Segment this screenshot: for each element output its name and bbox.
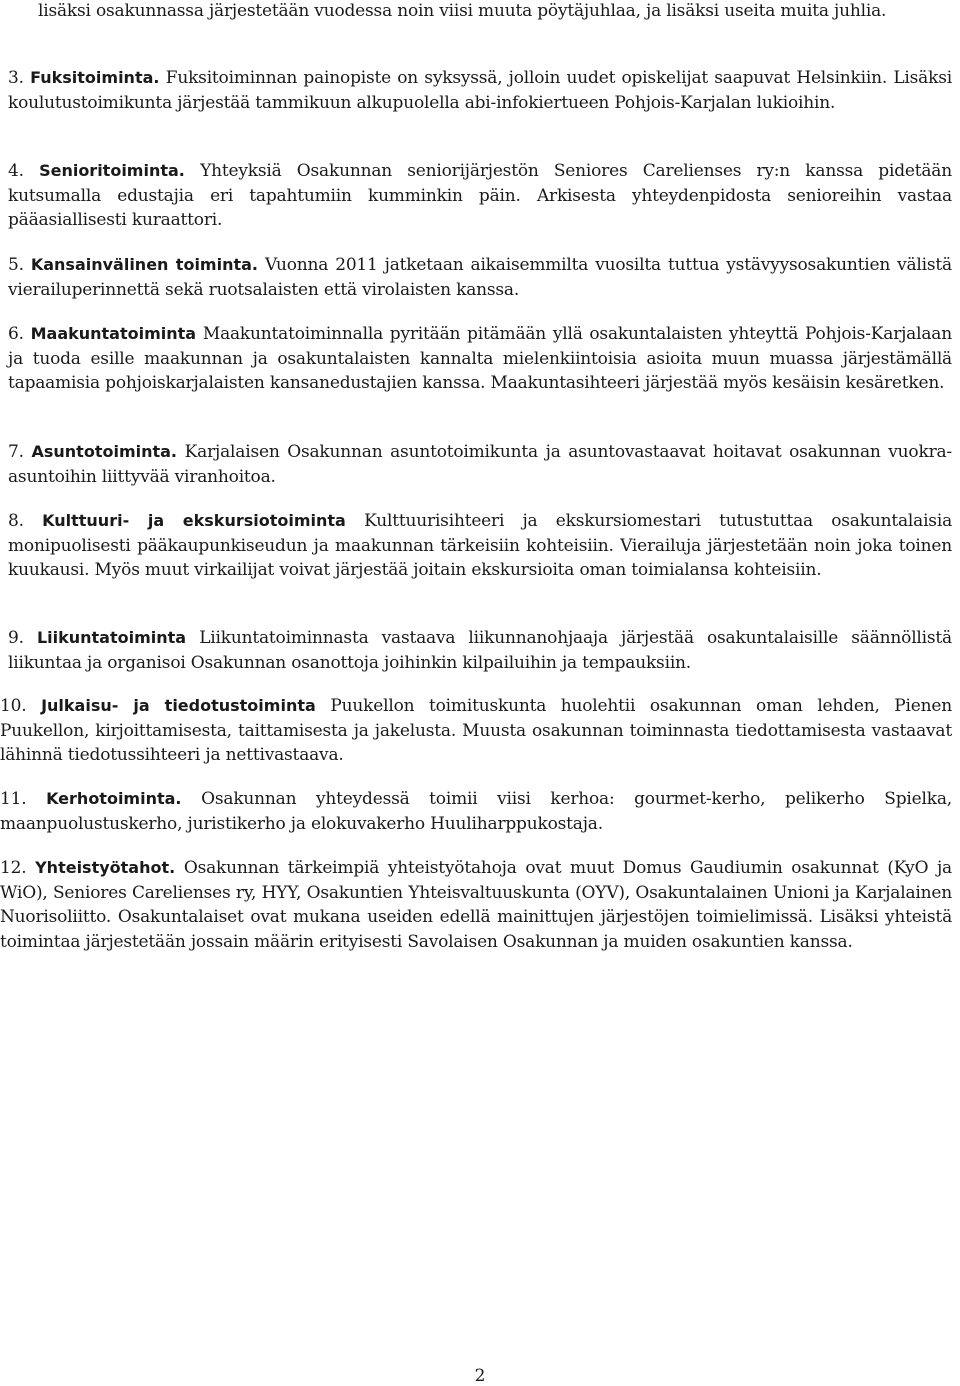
list-item-heading: Kansainvälinen toiminta.: [30, 255, 258, 274]
list-item-heading: Yhteistyötahot.: [35, 858, 176, 877]
list-item-number: 7.: [8, 442, 24, 462]
list-item-text: Kulttuurisihteeri ja ekskursiomestari tutustuttaa osakuntalaisia monipuolisesti pääkaupunkiseudun ja maakunnan tärkeisiin kohteisiin. Vierailuja järjestetään noin joka toinen kuukausi. Myös muut virkailijat voivat järjestää joitain ekskursioita oman toimialansa kohteisiin.: [8, 511, 953, 581]
list-item-number: 10.: [0, 696, 27, 716]
list-item-text: Puukellon toimituskunta huolehtii osakunnan oman lehden, Pienen Puukellon, kirjoittamisesta, taittamisesta ja jakelusta. Muusta osakunnan toiminnasta tiedottamisesta vastaavat lähinnä tiedotussihteeri ja nettivastaava.: [0, 696, 952, 766]
list-item-body: [0, 856, 952, 954]
list-item-text: Yhteyksiä Osakunnan seniorijärjestön Seniores Carelienses ry:n kanssa pidetään kutsumalla edustajia eri tapahtumiin kumminkin päin. Arkisesta yhteydenpidosta senioreihin vastaa pääasiallisesti kuraattori.: [8, 161, 952, 231]
intro-paragraph: [38, 0, 952, 24]
list-item-text: Osakunnan tärkeimpiä yhteistyötahoja ovat muut Domus Gaudiumin osakunnat (KyO ja WiO), Seniores Carelienses ry, HYY, Osakuntien Yhteisvaltuuskunta (OYV), Osakuntalainen Unioni ja Karjalainen Nuorisoliitto. Osakuntalaiset ovat mukana useiden edellä mainittujen järjestöjen toimielimissä. Lisäksi yhteistä toimintaa järjestetään jossain määrin erityisesti Savolaisen Osakunnan ja muiden osakuntien kanssa.: [0, 858, 952, 952]
list-item-body: [8, 253, 952, 302]
list-item-body: [8, 626, 952, 675]
list-item-number: 11.: [0, 789, 27, 809]
list-item-body: [8, 440, 952, 489]
list-item-number: 5.: [8, 255, 24, 275]
list-item-number: 4.: [8, 161, 24, 181]
list-item-number: 3.: [8, 68, 24, 88]
list-item-text: Liikuntatoiminnasta vastaava liikunnanohjaaja järjestää osakuntalaisille säännöllistä liikuntaa ja organisoi Osakunnan osanottoja joihinkin kilpailuihin ja tempauksiin.: [8, 628, 952, 673]
list-item-number: 8.: [8, 511, 24, 531]
list-item-body: [8, 66, 952, 115]
list-item-heading: Fuksitoiminta.: [30, 68, 160, 87]
list-item-body: [8, 509, 952, 583]
list-item-heading: Kerhotoiminta.: [46, 789, 182, 808]
list-item-number: 6.: [8, 324, 24, 344]
list-item-text: Karjalaisen Osakunnan asuntotoimikunta ja asuntovastaavat hoitavat osakunnan vuokra-asuntoihin liittyvää viranhoitoa.: [8, 442, 952, 487]
list-item-body: [0, 787, 952, 836]
list-item-number: 9.: [8, 628, 24, 648]
list-item-text: Maakuntatoiminnalla pyritään pitämään yllä osakuntalaisten yhteyttä Pohjois-Karjalaan ja tuoda esille maakunnan ja osakuntalaisten kannalta mielenkiintoisia asioita muun muassa järjestämällä tapaamisia pohjoiskarjalaisten kansanedustajien kanssa. Maakuntasihteeri järjestää myös kesäisin kesäretken.: [8, 324, 952, 394]
list-item-heading: Liikuntatoiminta: [36, 628, 187, 647]
list-item-body: [0, 694, 952, 768]
intro-text: lisäksi osakunnassa järjestetään vuodessa noin viisi muuta pöytäjuhlaa, ja lisäksi useita muita juhlia.: [38, 1, 887, 21]
list-item-text: Vuonna 2011 jatketaan aikaisemmilta vuosilta tuttua ystävyysosakuntien välistä vierailuperinnettä sekä ruotsalaisten että virolaisten kanssa.: [8, 255, 952, 300]
list-item-heading: Senioritoiminta.: [39, 161, 185, 180]
list-item-text: Fuksitoiminnan painopiste on syksyssä, jolloin uudet opiskelijat saapuvat Helsinkiin. Lisäksi koulutustoimikunta järjestää tammikuun alkupuolella abi-infokiertueen Pohjois-Karjalan lukioihin.: [8, 68, 952, 113]
list-item-heading: Julkaisu- ja tiedotustoiminta: [41, 696, 316, 715]
list-item-number: 12.: [0, 858, 27, 878]
list-item-body: [8, 159, 952, 233]
list-item-heading: Kulttuuri- ja ekskursiotoiminta: [42, 511, 346, 530]
list-item-heading: Maakuntatoiminta: [30, 324, 197, 343]
page-number: 2: [474, 1366, 486, 1386]
list-item-body: [8, 322, 952, 396]
list-item-text: Osakunnan yhteydessä toimii viisi kerhoa: gourmet-kerho, pelikerho Spielka, maanpuolustuskerho, juristikerho ja elokuvakerho Huuliharppukostaja.: [0, 789, 952, 834]
list-item-heading: Asuntotoiminta.: [31, 442, 178, 461]
